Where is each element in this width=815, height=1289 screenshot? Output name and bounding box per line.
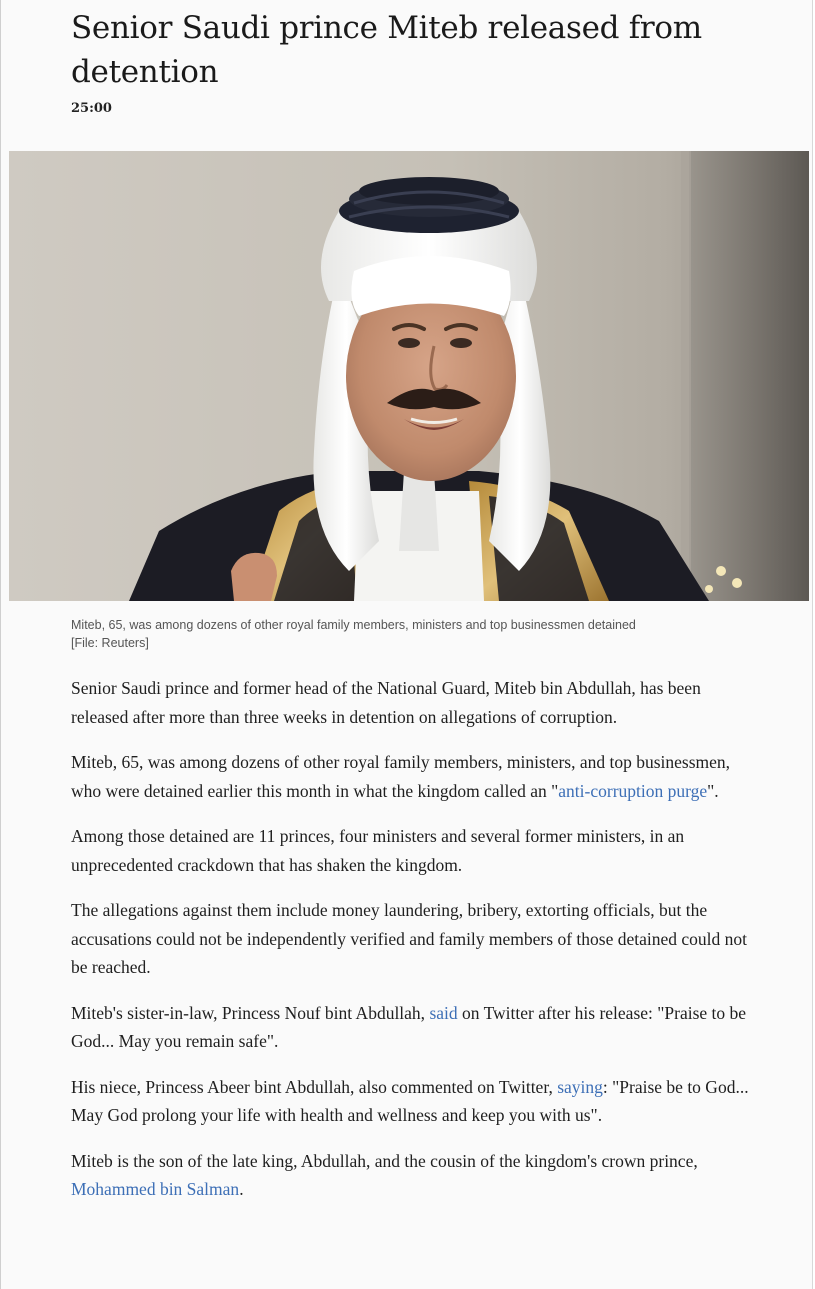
caption-text: Miteb, 65, was among dozens of other royal family members, ministers and top businessmen detained <box>71 618 636 632</box>
hero-image <box>9 151 809 601</box>
article-body <box>71 674 761 1221</box>
article-title: Senior Saudi prince Miteb released from detention <box>71 10 702 90</box>
paragraph-text: Miteb is the son of the late king, Abdullah, and the cousin of the kingdom's crown prince, <box>71 1150 698 1171</box>
paragraph-text: . <box>239 1179 244 1199</box>
said-link[interactable]: said <box>429 1002 458 1023</box>
paragraph-text: on Twitter after his release: "Praise to be God... May you remain safe". <box>71 1002 747 1051</box>
caption-credit: [File: Reuters] <box>71 636 149 650</box>
article-timestamp: 25:00 <box>71 101 112 116</box>
paragraph <box>71 999 761 1056</box>
mohammed-bin-salman-link[interactable]: Mohammed bin Salman <box>71 1179 240 1199</box>
paragraph: The allegations against them include money laundering, bribery, extorting officials, but the accusations could not be independently verified and family members of those detained could not be reached. <box>71 900 747 977</box>
paragraph-text: Miteb, 65, was among dozens of other royal family members, ministers, and top businessmen, who were detained earlier this month in what the kingdom called an " <box>71 752 731 801</box>
paragraph-text: His niece, Princess Abeer bint Abdullah, also commented on Twitter, <box>71 1076 558 1097</box>
hero-photo-illustration <box>9 151 809 601</box>
paragraph-text: : "Praise be to God... May God prolong your life with health and wellness and keep you with us". <box>71 1076 749 1125</box>
anti-corruption-purge-link[interactable]: anti-corruption purge <box>558 780 708 801</box>
paragraph-text: Miteb's sister-in-law, Princess Nouf bint Abdullah, <box>71 1002 430 1023</box>
paragraph <box>71 1073 761 1130</box>
image-caption <box>71 616 761 652</box>
paragraph: Senior Saudi prince and former head of the National Guard, Miteb bin Abdullah, has been released after more than three weeks in detention on allegations of corruption. <box>71 678 701 727</box>
saying-link[interactable]: saying <box>557 1076 603 1097</box>
paragraph <box>71 1147 761 1204</box>
paragraph <box>71 748 761 805</box>
paragraph: Among those detained are 11 princes, four ministers and several former ministers, in an unprecedented crackdown that has shaken the kingdom. <box>71 826 685 875</box>
paragraph-text: ". <box>707 780 719 801</box>
